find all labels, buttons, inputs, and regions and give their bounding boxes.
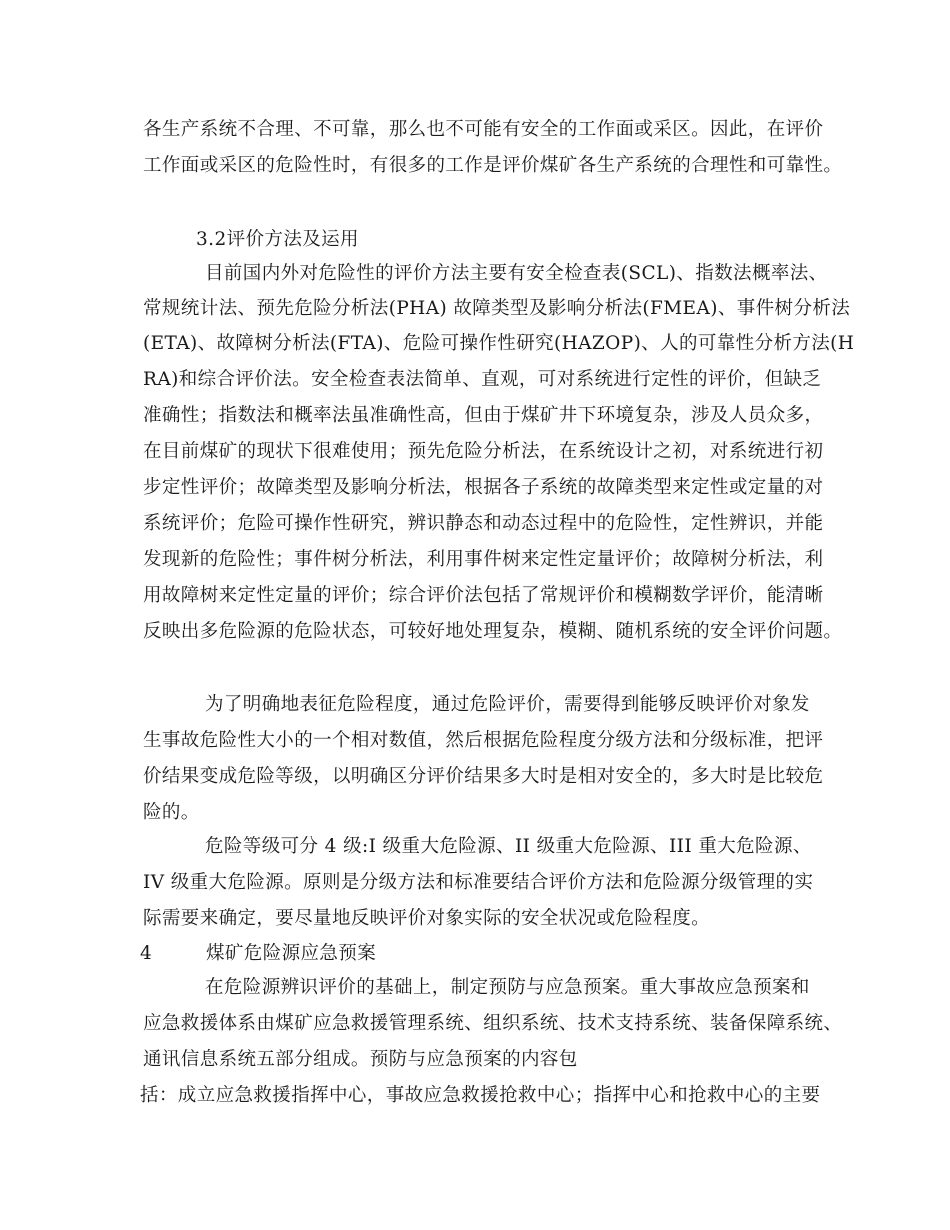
- text-line: RA)和综合评价法。安全检查表法简单、直观，可对系统进行定性的评价，但缺乏: [143, 369, 822, 390]
- text-line: 反映出多危险源的危险状态，可较好地处理复杂，模糊、随机系统的安全评价问题。: [143, 621, 843, 642]
- text-line: 在危险源辨识评价的基础上，制定预防与应急预案。重大事故应急预案和: [205, 977, 810, 998]
- text-line: 步定性评价；故障类型及影响分析法，根据各子系统的故障类型来定性或定量的对: [143, 477, 824, 498]
- text-line: 为了明确地表征危险程度，通过危险评价，需要得到能够反映评价对象发: [205, 694, 810, 715]
- text-line: 通讯信息系统五部分组成。预防与应急预案的内容包: [143, 1049, 578, 1070]
- text-line: 工作面或采区的危险性时，有很多的工作是评价煤矿各生产系统的合理性和可靠性。: [143, 155, 843, 176]
- text-line: 常规统计法、预先危险分析法(PHA) 故障类型及影响分析法(FMEA)、事件树分析法: [143, 298, 851, 319]
- text-line: 应急救援体系由煤矿应急救援管理系统、组织系统、技术支持系统、装备保障系统、: [143, 1013, 843, 1034]
- text-line: 括：成立应急救援指挥中心，事故应急救援抢救中心；指挥中心和抢救中心的主要: [140, 1085, 821, 1106]
- text-line: 准确性；指数法和概率法虽准确性高，但由于煤矿井下环境复杂，涉及人员众多，: [143, 405, 824, 426]
- text-line: 生事故危险性大小的一个相对数值，然后根据危险程度分级方法和分级标准，把评: [143, 730, 824, 751]
- text-line: 各生产系统不合理、不可靠，那么也不可能有安全的工作面或采区。因此，在评价: [143, 119, 824, 140]
- text-line: 发现新的危险性；事件树分析法，利用事件树来定性定量评价；故障树分析法，利: [143, 549, 824, 570]
- section-number: 4: [140, 943, 153, 964]
- text-line: 在目前煤矿的现状下很难使用；预先危险分析法，在系统设计之初，对系统进行初: [143, 441, 824, 462]
- text-line: 价结果变成危险等级，以明确区分评价结果多大时是相对安全的，多大时是比较危: [143, 766, 824, 787]
- text-line: (ETA)、故障树分析法(FTA)、危险可操作性研究(HAZOP)、人的可靠性分析方法(H: [143, 333, 855, 354]
- section-heading-4: [140, 942, 376, 966]
- text-line: 系统评价；危险可操作性研究，辨识静态和动态过程中的危险性，定性辨识，并能: [143, 513, 824, 534]
- section-heading: 3.2评价方法及运用: [196, 229, 359, 250]
- text-line: 际需要来确定，要尽量地反映评价对象实际的安全状况或危险程度。: [143, 908, 711, 929]
- text-line: IV 级重大危险源。原则是分级方法和标准要结合评价方法和危险源分级管理的实: [143, 872, 814, 893]
- text-line: 用故障树来定性定量的评价；综合评价法包括了常规评价和模糊数学评价，能清晰: [143, 585, 824, 606]
- text-line: 危险等级可分 4 级:I 级重大危险源、II 级重大危险源、III 重大危险源、: [205, 836, 812, 857]
- section-title: 煤矿危险源应急预案: [206, 943, 377, 964]
- text-line: 险的。: [143, 802, 200, 823]
- text-line: 目前国内外对危险性的评价方法主要有安全检查表(SCL)、指数法概率法、: [205, 263, 828, 284]
